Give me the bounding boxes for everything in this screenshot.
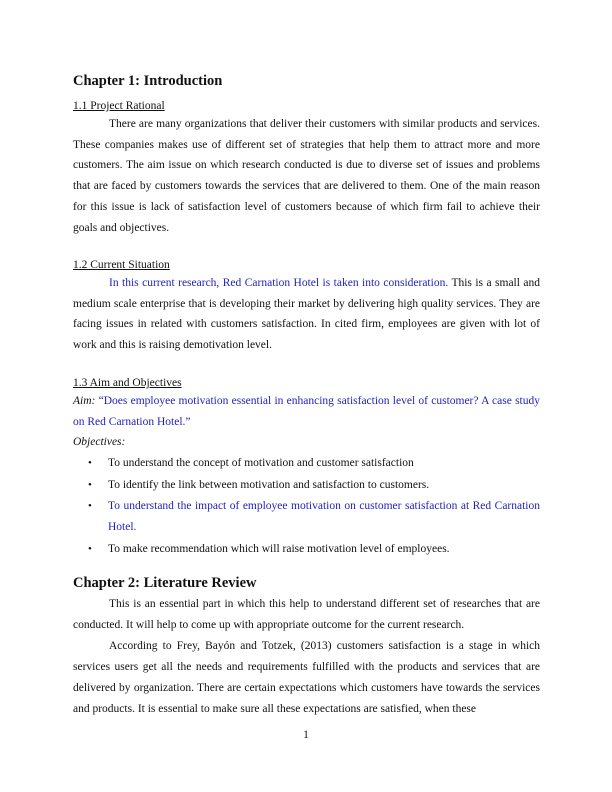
literature-frey-paragraph — [73, 636, 540, 719]
objective-text: To understand the concept of motivation and customer satisfaction — [108, 457, 414, 469]
objective-text: To make recommendation which will raise motivation level of employees. — [108, 542, 450, 555]
section-1-1-heading: 1.1 Project Rational — [73, 100, 165, 112]
bullet-icon: • — [88, 478, 92, 491]
literature-intro-paragraph: This is an essential part in which this help to understand different set of researches that are conducted. It will help to come up with appropriate outcome for the current research. — [73, 598, 540, 631]
list-item — [73, 453, 540, 474]
project-rational-paragraph: There are many organizations that deliver their customers with similar products and services. These companies makes use of different set of strategies that help them to attract more and more customers. The aim issue on which research conducted is due to diverse set of issues and problems that are faced by customers towards the services that are delivered to them. One of the main reason for this issue is lack of satisfaction level of customers because of which firm fail to achieve their goals and objectives. — [73, 118, 540, 234]
list-item — [73, 539, 540, 560]
section-1-3-heading: 1.3 Aim and Objectives — [73, 377, 182, 389]
list-item — [73, 496, 540, 537]
objectives-list-block — [73, 453, 540, 561]
objectives-label: Objectives: — [73, 436, 126, 448]
bullet-icon: • — [88, 542, 92, 555]
chapter-2-title: Chapter 2: Literature Review — [73, 575, 257, 591]
objectives-label-block — [73, 432, 540, 453]
list-item — [73, 475, 540, 496]
aim-label: Aim: — [73, 395, 96, 407]
section-1-3-heading-block — [73, 373, 540, 391]
chapter-1-title-block — [73, 72, 540, 90]
section-1-1-heading-block — [73, 96, 540, 114]
frey-citation: Frey, Bayón and Totzek, (2013) — [176, 640, 332, 653]
bullet-icon: • — [88, 457, 92, 469]
section-1-2-heading-block — [73, 255, 540, 273]
chapter-1-title: Chapter 1: Introduction — [73, 73, 223, 89]
aim-block — [73, 391, 540, 432]
current-situation-rest: This is a small and medium scale enterprise that is developing their market by delivering high quality services. They are facing issues in related with customers satisfaction. In cited firm, employees are given with lot of work and this is raising demotivation level. — [73, 277, 541, 352]
current-situation-highlight: In this current research, Red Carnation Hotel is taken into consideration. — [109, 277, 449, 289]
objective-text: To identify the link between motivation and satisfaction to customers. — [108, 478, 430, 491]
objectives-list — [73, 453, 540, 560]
aim-paragraph — [73, 391, 540, 432]
frey-lead: According to — [109, 640, 177, 653]
page-number: 1 — [303, 729, 309, 741]
section-1-2-heading: 1.2 Current Situation — [73, 259, 170, 271]
objective-text: To understand the impact of employee motivation on customer satisfaction at Red Carnation Hotel. — [108, 500, 540, 534]
chapter-2-body — [73, 594, 540, 719]
aim-text: “Does employee motivation essential in enhancing satisfaction level of customer? A case study on Red Carnation Hotel.” — [73, 395, 540, 428]
chapter-2-title-block — [73, 574, 540, 592]
frey-rest: customers satisfaction is a stage in which services users get all the needs and requirements fulfilled with the products and services that are delivered by organization. There are certain expectations which customers have towards the services and products. It is essential to make sure all these expectations are satisfied, when these — [73, 640, 540, 715]
bullet-icon: • — [88, 500, 92, 513]
section-1-1-body — [73, 114, 540, 238]
current-situation-paragraph — [73, 273, 540, 356]
section-1-2-body — [73, 273, 540, 356]
